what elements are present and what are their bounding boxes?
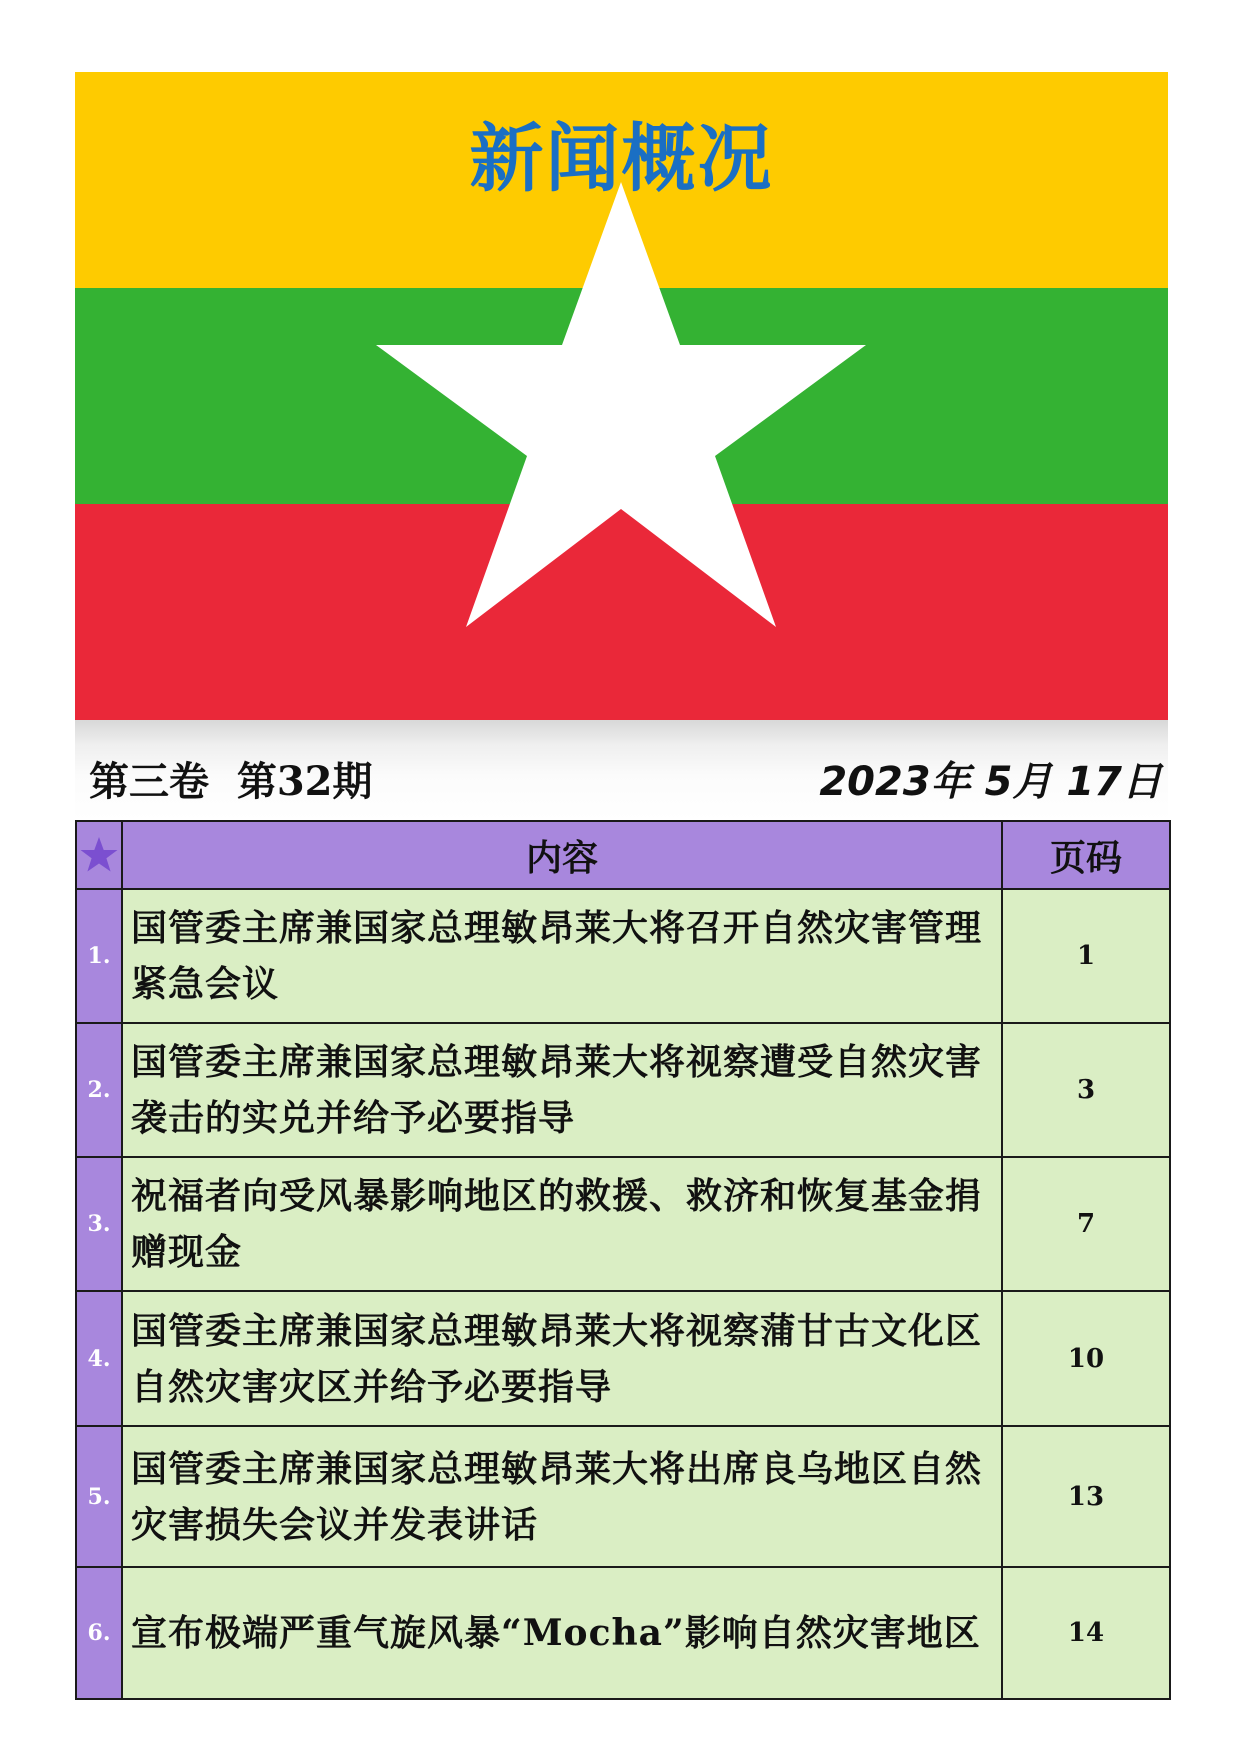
row-page: 10	[1002, 1291, 1170, 1426]
table-row[interactable]	[76, 1157, 1170, 1291]
issue-date: 2023年 5月 17日	[819, 759, 1162, 805]
row-title[interactable]: 国管委主席兼国家总理敏昂莱大将视察遭受自然灾害袭击的实兑并给予必要指导	[122, 1023, 1002, 1157]
table-row[interactable]	[76, 889, 1170, 1023]
toc-header-row	[76, 821, 1170, 889]
row-page: 14	[1002, 1567, 1170, 1699]
row-title[interactable]: 国管委主席兼国家总理敏昂莱大将召开自然灾害管理紧急会议	[122, 889, 1002, 1023]
row-page: 3	[1002, 1023, 1170, 1157]
table-row[interactable]	[76, 1291, 1170, 1426]
row-number: 1.	[76, 889, 122, 1023]
row-page: 13	[1002, 1426, 1170, 1567]
issue-volume: 第三卷 第32期	[89, 758, 373, 805]
row-number: 3.	[76, 1157, 122, 1291]
row-title[interactable]: 宣布极端严重气旋风暴“Mocha”影响自然灾害地区	[122, 1567, 1002, 1699]
row-title[interactable]: 国管委主席兼国家总理敏昂莱大将出席良乌地区自然灾害损失会议并发表讲话	[122, 1426, 1002, 1567]
row-number: 2.	[76, 1023, 122, 1157]
issue-bar	[75, 720, 1168, 820]
table-row[interactable]	[76, 1023, 1170, 1157]
flag-red-stripe	[75, 504, 1168, 720]
row-title[interactable]: 国管委主席兼国家总理敏昂莱大将视察蒲甘古文化区自然灾害灾区并给予必要指导	[122, 1291, 1002, 1426]
table-row[interactable]	[76, 1567, 1170, 1699]
toc-header-content: 内容	[122, 821, 1002, 889]
row-number: 5.	[76, 1426, 122, 1567]
row-page: 1	[1002, 889, 1170, 1023]
row-title[interactable]: 祝福者向受风暴影响地区的救援、救济和恢复基金捐赠现金	[122, 1157, 1002, 1291]
row-page: 7	[1002, 1157, 1170, 1291]
table-of-contents	[75, 820, 1171, 1700]
row-number: 4.	[76, 1291, 122, 1426]
toc-header-icon-cell	[76, 821, 122, 889]
row-number: 6.	[76, 1567, 122, 1699]
toc-header-page: 页码	[1002, 821, 1170, 889]
table-row[interactable]	[76, 1426, 1170, 1567]
newsletter-title: 新闻概况	[469, 116, 774, 202]
myanmar-flag	[75, 72, 1168, 720]
star-icon	[79, 835, 119, 875]
